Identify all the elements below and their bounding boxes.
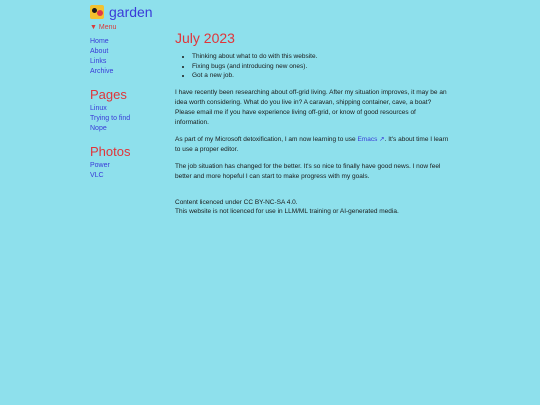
page-heading: July 2023 [175, 30, 235, 46]
site-title[interactable]: garden [109, 4, 153, 20]
list-item: • Thinking about what to do with this website. [192, 52, 450, 62]
emacs-link[interactable]: Emacs ↗ [357, 135, 385, 143]
paragraph-job: The job situation has changed for the better. It's so nice to finally have good news. I now feel better and more hopeful I can start to make progress with my goals. [175, 162, 441, 180]
main-content [175, 30, 450, 217]
photo-vlc-link[interactable]: VLC [90, 172, 104, 179]
list-item: • Fixing bugs (and introducing new ones). [192, 62, 450, 72]
paragraph-emacs-end: . It's about time I learn to use a proper editor. [175, 135, 449, 153]
site-logo[interactable] [90, 4, 153, 20]
photos-nav [90, 161, 170, 181]
page-linux-link[interactable]: Linux [90, 105, 107, 112]
photo-power-link[interactable]: Power [90, 162, 110, 169]
paragraph-emacs [175, 135, 450, 155]
nav-about-link[interactable]: About [90, 48, 109, 55]
ai-notice-line: This website is not licenced for use in LLM/ML training or AI-generated media. [175, 208, 399, 215]
nav-archive-link[interactable]: Archive [90, 68, 114, 75]
nav-links-link[interactable]: Links [90, 58, 107, 65]
nav-home-link[interactable]: Home [90, 38, 109, 45]
footer [175, 198, 450, 217]
pages-section-title: Pages [90, 87, 127, 102]
photos-section-title: Photos [90, 144, 131, 159]
sidebar [90, 24, 170, 181]
menu-toggle[interactable]: ▼ Menu [90, 24, 117, 31]
paragraph-offgrid: I have recently been researching about off-grid living. After my situation improves, it may be an idea worth considering. What do you live in? A caravan, shipping container, cave, a boat? Please email me if you have experience living off-grid, or know of good resources of information. [175, 88, 447, 126]
page-trying-to-find-link[interactable]: Trying to find [90, 115, 131, 122]
garden-logo-icon [90, 5, 104, 19]
license-line: Content licenced under CC BY-NC-SA 4.0. [175, 198, 298, 206]
pages-nav [90, 104, 170, 134]
list-item: • Got a new job. [192, 71, 450, 81]
bullet-list [175, 52, 450, 81]
main-nav [90, 37, 170, 77]
page-nope-link[interactable]: Nope [90, 125, 107, 132]
paragraph-emacs-start: As part of my Microsoft detoxification, I am now learning to use [175, 135, 358, 143]
